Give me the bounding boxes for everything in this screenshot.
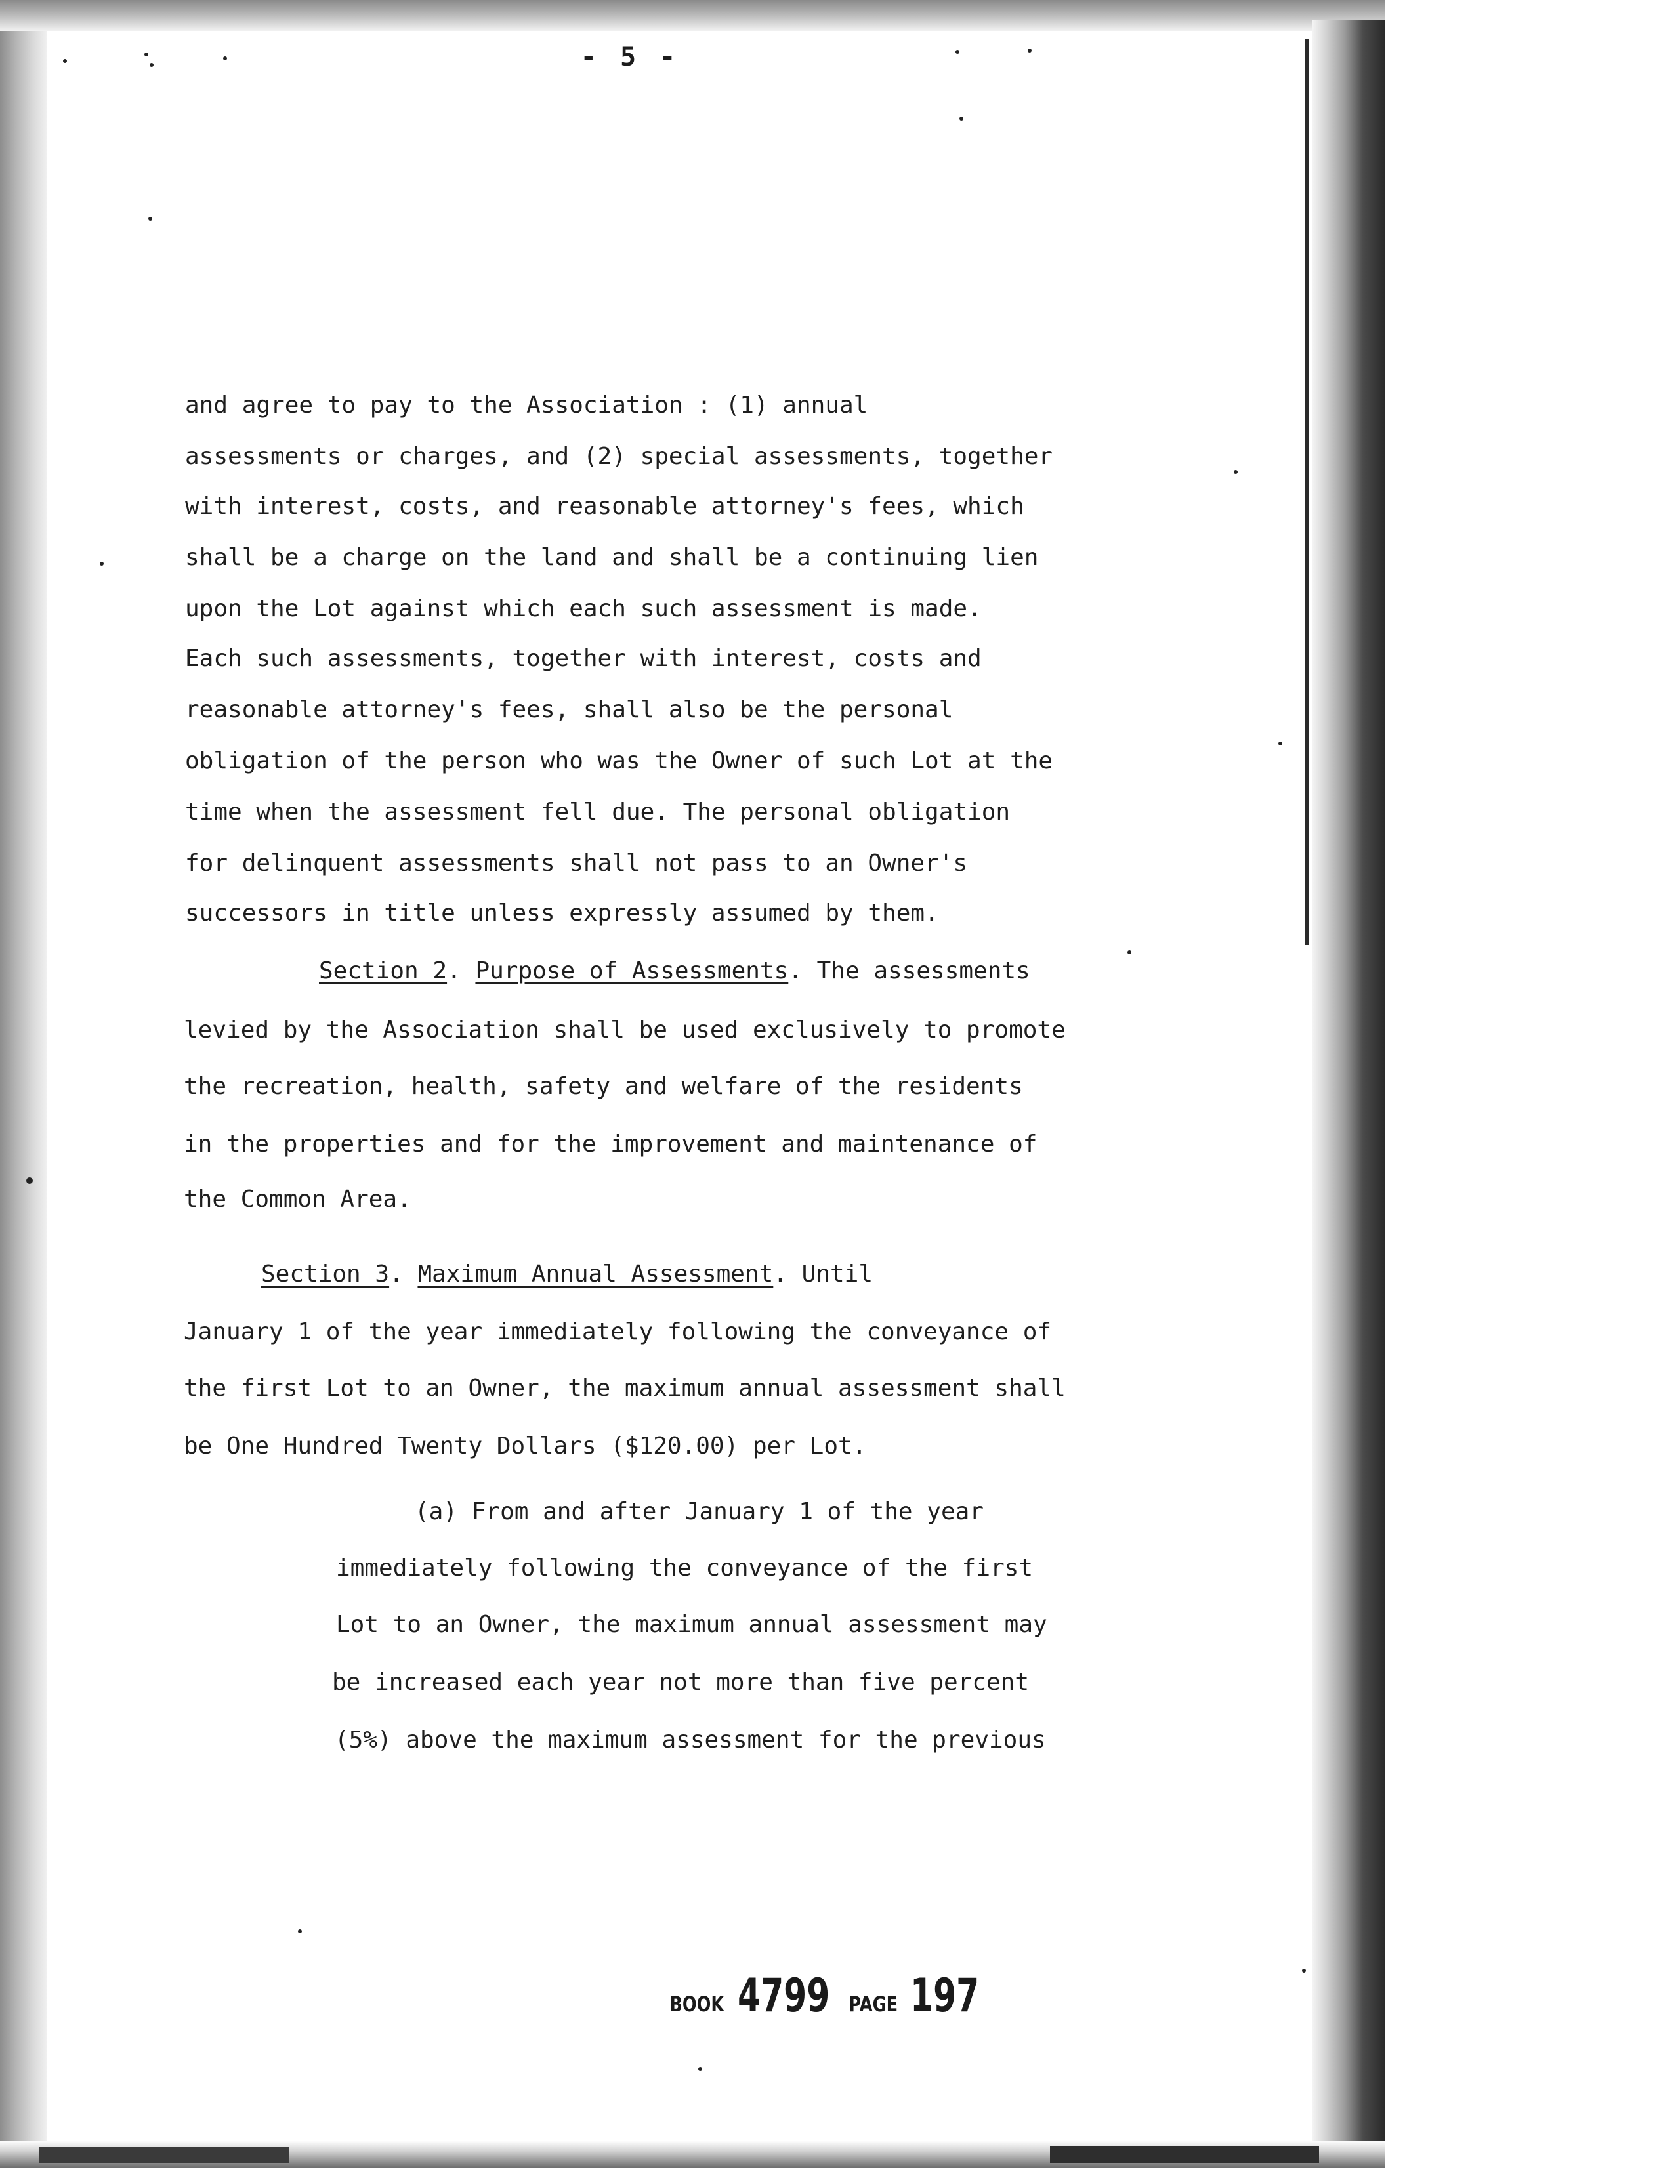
section-3-line-2: the first Lot to an Owner, the maximum annual assessment shall bbox=[184, 1375, 1066, 1402]
scan-speck bbox=[144, 52, 148, 56]
page-label: PAGE bbox=[848, 1992, 898, 2017]
scan-left-edge bbox=[0, 0, 47, 2159]
section-2-line-3: in the properties and for the improvement and maintenance of bbox=[184, 1131, 1038, 1158]
body-line-3: with interest, costs, and reasonable attorney's fees, which bbox=[185, 493, 1024, 520]
body-line-5: upon the Lot against which each such assessment is made. bbox=[185, 595, 982, 622]
scan-speck bbox=[1278, 742, 1282, 746]
section-2-line-1: levied by the Association shall be used exclusively to promote bbox=[184, 1017, 1066, 1043]
section-2-heading: Section 2. Purpose of Assessments. The assessments bbox=[319, 957, 1030, 984]
scan-speck bbox=[1234, 470, 1238, 474]
section-3-heading: Section 3. Maximum Annual Assessment. Until bbox=[261, 1261, 873, 1288]
body-line-10: for delinquent assessments shall not pass to an Owner's bbox=[185, 850, 968, 877]
body-line-9: time when the assessment fell due. The personal obligation bbox=[185, 799, 1011, 826]
scan-right-border bbox=[1312, 20, 1385, 2159]
book-number: 4799 bbox=[737, 1969, 830, 2023]
body-line-6: Each such assessments, together with interest, costs and bbox=[185, 645, 982, 672]
section-3-lead: Until bbox=[801, 1261, 873, 1288]
section-2-line-4: the Common Area. bbox=[184, 1186, 411, 1213]
scan-speck bbox=[150, 63, 154, 67]
scan-right-line bbox=[1305, 39, 1309, 945]
scan-speck bbox=[698, 2067, 702, 2071]
scan-speck bbox=[26, 1177, 33, 1184]
subsection-a-line-1: immediately following the conveyance of the first bbox=[336, 1555, 1034, 1582]
subsection-a-first-line bbox=[415, 1499, 984, 1525]
section-3-line-3: be One Hundred Twenty Dollars ($120.00) per Lot. bbox=[184, 1433, 867, 1460]
subsection-a-line-4: (5%) above the maximum assessment for the previous bbox=[335, 1727, 1046, 1754]
subsection-a-line-2: Lot to an Owner, the maximum annual assessment may bbox=[336, 1611, 1047, 1638]
page-number-stamp: 197 bbox=[910, 1969, 980, 2023]
section-3-line-1: January 1 of the year immediately following the conveyance of bbox=[184, 1318, 1052, 1345]
section-2-label: Section 2 bbox=[319, 957, 448, 984]
body-line-2: assessments or charges, and (2) special assessments, together bbox=[185, 443, 1053, 470]
section-2-lead: The assessments bbox=[816, 957, 1030, 984]
scan-bottom-bar-right bbox=[1050, 2146, 1319, 2163]
scan-speck bbox=[223, 56, 227, 60]
scan-speck bbox=[100, 562, 104, 566]
body-line-4: shall be a charge on the land and shall be a continuing lien bbox=[185, 544, 1039, 571]
scan-top-edge bbox=[0, 0, 1385, 32]
subsection-a-first: From and after January 1 of the year bbox=[471, 1498, 984, 1525]
body-line-1: and agree to pay to the Association : (1) annual bbox=[185, 392, 868, 419]
section-3-label: Section 3 bbox=[261, 1261, 390, 1288]
scan-speck bbox=[298, 1929, 302, 1933]
scan-bottom-bar-left bbox=[39, 2147, 289, 2163]
subsection-a-line-3: be increased each year not more than five percent bbox=[332, 1669, 1030, 1696]
scan-speck bbox=[63, 59, 67, 63]
body-line-7: reasonable attorney's fees, shall also be the personal bbox=[185, 696, 954, 723]
scan-speck bbox=[959, 117, 963, 121]
scan-speck bbox=[1127, 950, 1131, 954]
page-number: - 5 - bbox=[580, 42, 680, 72]
subsection-a-marker: (a) bbox=[415, 1498, 458, 1525]
scan-speck bbox=[956, 50, 959, 54]
scan-speck bbox=[1028, 49, 1032, 52]
scan-speck bbox=[148, 217, 152, 220]
body-line-11: successors in title unless expressly assumed by them. bbox=[185, 900, 939, 927]
section-2-title: Purpose of Assessments bbox=[475, 957, 789, 984]
book-label: BOOK bbox=[669, 1992, 724, 2017]
body-line-8: obligation of the person who was the Owner of such Lot at the bbox=[185, 747, 1053, 774]
scan-speck bbox=[1302, 1969, 1306, 1973]
section-3-title: Maximum Annual Assessment bbox=[417, 1261, 774, 1288]
book-page-stamp bbox=[663, 1969, 1009, 2021]
section-2-line-2: the recreation, health, safety and welfare of the residents bbox=[184, 1073, 1023, 1100]
